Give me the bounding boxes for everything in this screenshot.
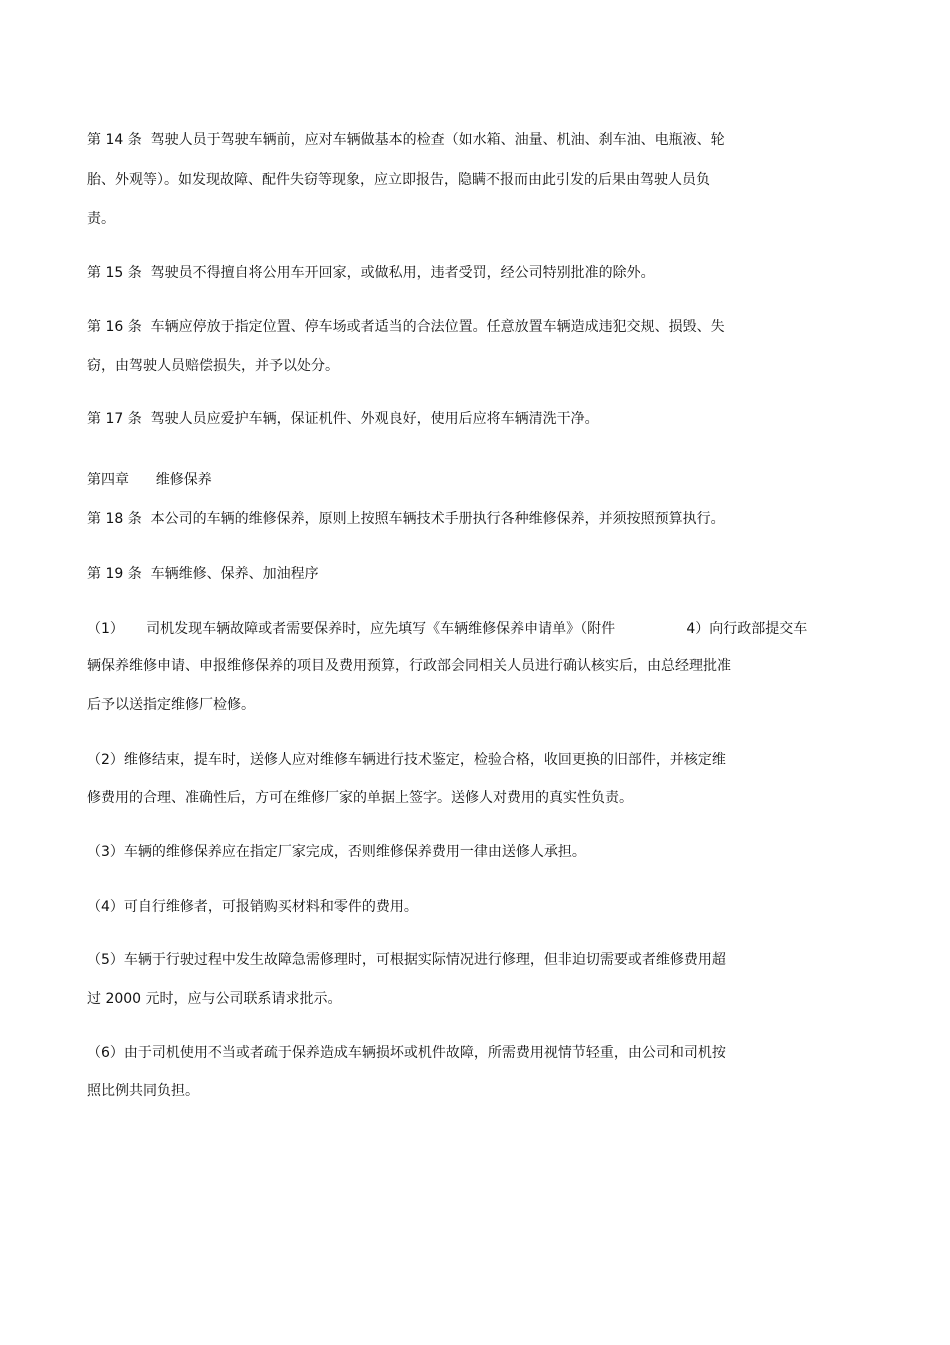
article-14-line-1: 第 14 条 驾驶人员于驾驶车辆前，应对车辆做基本的检查（如水箱、油量、机油、刹车油、电瓶液、轮 — [87, 132, 725, 148]
article-17-line-1: 第 17 条 驾驶人员应爱护车辆，保证机件、外观良好，使用后应将车辆清洗干净。 — [87, 411, 599, 427]
item-6-line-2: 照比例共同负担。 — [87, 1083, 199, 1099]
article-14-line-3: 责。 — [87, 211, 115, 227]
item-3-line-1: （3）车辆的维修保养应在指定厂家完成，否则维修保养费用一律由送修人承担。 — [87, 844, 586, 860]
chapter-4-heading: 第四章 维修保养 — [87, 472, 212, 488]
article-16-line-2: 窃，由驾驶人员赔偿损失，并予以处分。 — [87, 358, 339, 374]
item-2-line-2: 修费用的合理、准确性后，方可在维修厂家的单据上签字。送修人对费用的真实性负责。 — [87, 790, 633, 806]
item-6-line-1: （6）由于司机使用不当或者疏于保养造成车辆损坏或机件故障，所需费用视情节轻重，由公司和司机按 — [87, 1045, 726, 1061]
item-2-line-1: （2）维修结束，提车时，送修人应对维修车辆进行技术鉴定，检验合格，收回更换的旧部件，并核定维 — [87, 752, 726, 768]
item-1-line-2: 辆保养维修申请、申报维修保养的项目及费用预算，行政部会同相关人员进行确认核实后，由总经理批准 — [87, 658, 731, 674]
article-15-line-1: 第 15 条 驾驶员不得擅自将公用车开回家，或做私用，违者受罚，经公司特别批准的除外。 — [87, 265, 655, 281]
item-5-line-1: （5）车辆于行驶过程中发生故障急需修理时，可根据实际情况进行修理，但非迫切需要或者维修费用超 — [87, 952, 726, 968]
article-16-line-1: 第 16 条 车辆应停放于指定位置、停车场或者适当的合法位置。任意放置车辆造成违犯交规、损毁、失 — [87, 319, 725, 335]
item-5-line-2: 过 2000 元时，应与公司联系请求批示。 — [87, 991, 342, 1007]
item-4-line-1: （4）可自行维修者，可报销购买材料和零件的费用。 — [87, 899, 418, 915]
item-1-line-1: （1） 司机发现车辆故障或者需要保养时，应先填写《车辆维修保养申请单》（附件 4）向行政部提交车 — [87, 621, 808, 637]
article-19-heading: 第 19 条 车辆维修、保养、加油程序 — [87, 566, 319, 582]
article-18-line-1: 第 18 条 本公司的车辆的维修保养，原则上按照车辆技术手册执行各种维修保养，并须按照预算执行。 — [87, 511, 725, 527]
item-1-line-3: 后予以送指定维修厂检修。 — [87, 697, 255, 713]
article-14-line-2: 胎、外观等）。如发现故障、配件失窃等现象，应立即报告，隐瞒不报而由此引发的后果由驾驶人员负 — [87, 172, 710, 188]
